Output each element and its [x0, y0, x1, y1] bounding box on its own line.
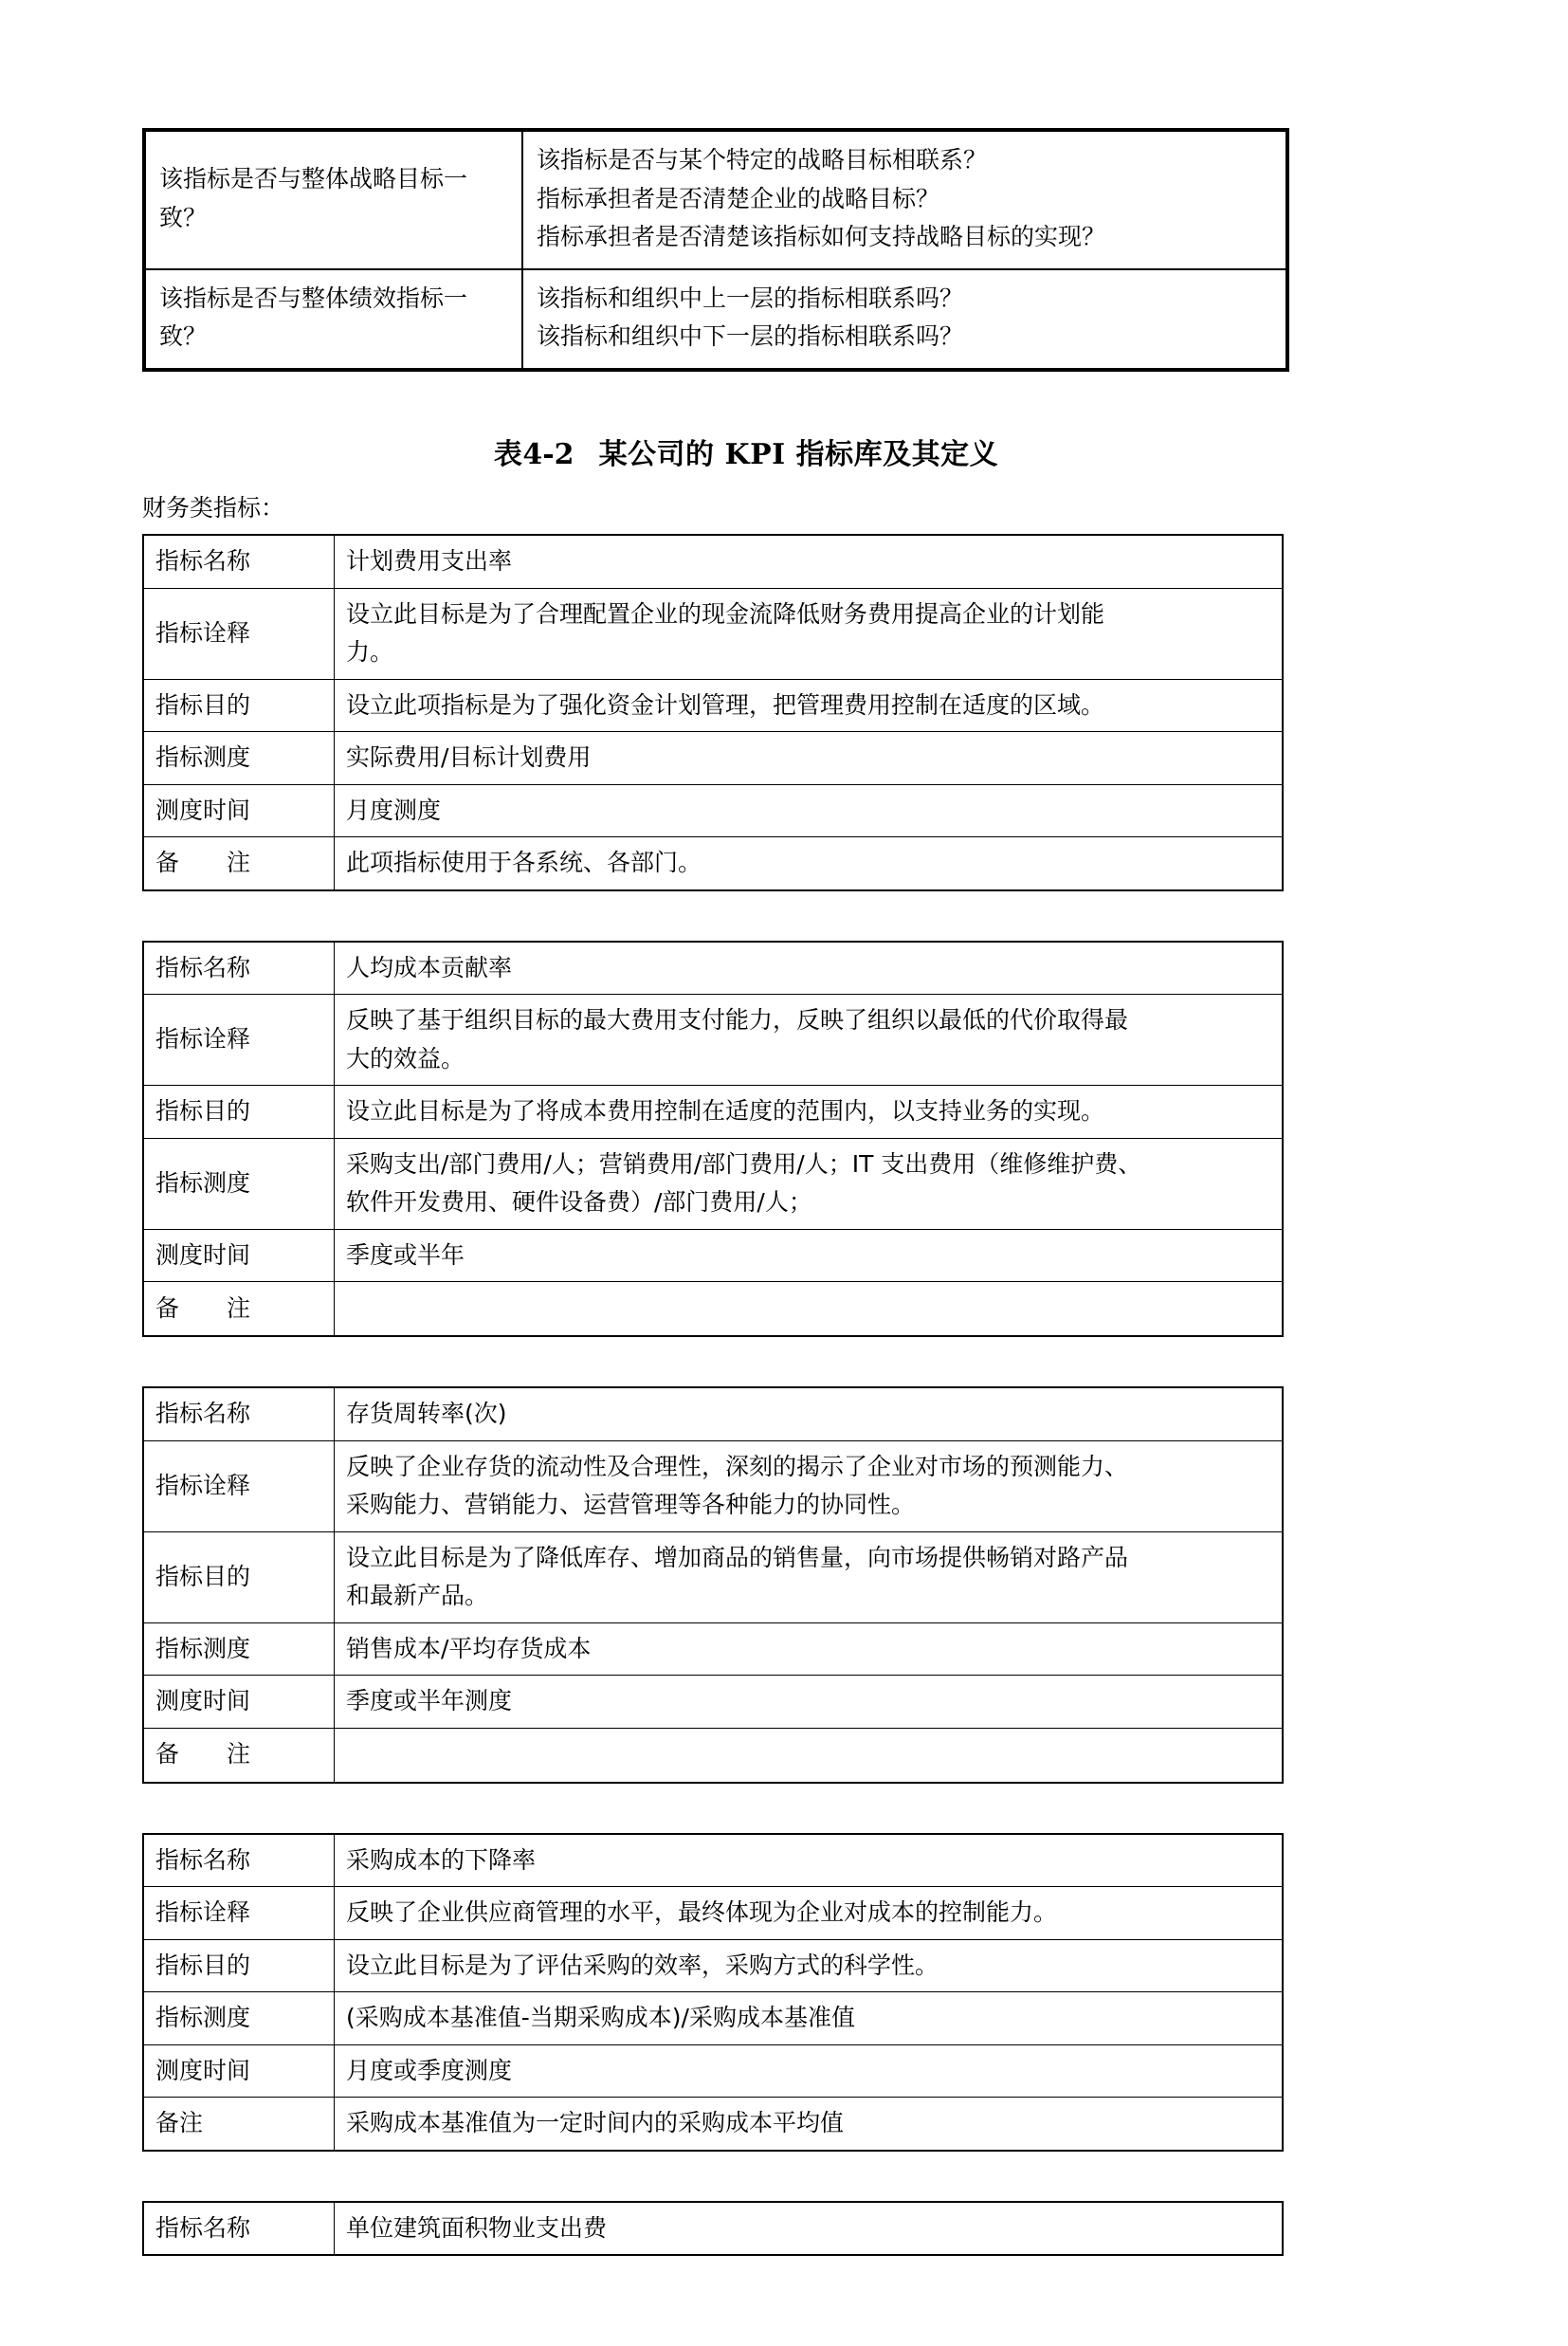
- table-row: [143, 2202, 1283, 2256]
- text-line: 设立此目标是为了降低库存、增加商品的销售量，向市场提供畅销对路产品: [346, 1543, 1129, 1571]
- kpi-interpretation-value: [335, 1887, 1284, 1940]
- kpi-name-value: 采购成本的下降率: [335, 1834, 1284, 1887]
- table-row: [143, 1229, 1283, 1282]
- row-label-remark: 备 注: [143, 1728, 335, 1783]
- criteria-checks-cell: [522, 269, 1287, 370]
- row-label-purpose: 指标目的: [143, 679, 335, 732]
- row-label-name: 指标名称: [143, 2202, 335, 2256]
- table-row: [144, 269, 1287, 370]
- table-row: [143, 1887, 1283, 1940]
- text-line: 设立此目标是为了合理配置企业的现金流降低财务费用提高企业的计划能: [346, 599, 1105, 628]
- kpi-interpretation-value: [335, 1440, 1284, 1531]
- table-row: [143, 1138, 1283, 1229]
- row-label-remark: 备 注: [143, 1282, 335, 1337]
- criteria-question-cell: [144, 130, 522, 269]
- criteria-check-line: 该指标是否与某个特定的战略目标相联系？: [537, 146, 988, 174]
- kpi-measure-value: [335, 732, 1284, 785]
- kpi-measure-time-value: [335, 784, 1284, 837]
- text-line: 季度或半年测度: [346, 1687, 513, 1714]
- table-row: [143, 995, 1283, 1086]
- text-line: 软件开发费用、硬件设备费）/部门费用/人；: [346, 1188, 812, 1216]
- table-row: [143, 588, 1283, 679]
- row-label-measure: 指标测度: [143, 732, 335, 785]
- table-row: [143, 1676, 1283, 1729]
- row-label-interpretation: 指标诠释: [143, 1887, 335, 1940]
- row-label-interpretation: 指标诠释: [143, 1440, 335, 1531]
- table-row: [143, 1834, 1283, 1887]
- text-line: (采购成本基准值-当期采购成本)/采购成本基准值: [346, 2004, 855, 2031]
- text-line: 大的效益。: [346, 1044, 465, 1072]
- row-label-name: 指标名称: [143, 1834, 335, 1887]
- kpi-purpose-value: [335, 1531, 1284, 1622]
- row-label-name: 指标名称: [143, 942, 335, 995]
- criteria-check-line: 指标承担者是否清楚企业的战略目标？: [537, 184, 940, 212]
- criteria-check-line: 该指标和组织中上一层的指标相联系吗？: [537, 284, 964, 312]
- kpi-purpose-value: [335, 1086, 1284, 1139]
- criteria-check-line: 该指标和组织中下一层的指标相联系吗？: [537, 322, 964, 350]
- kpi-measure-time-value: [335, 1229, 1284, 1282]
- row-label-remark: 备 注: [143, 837, 335, 890]
- table-row: [143, 1440, 1283, 1531]
- kpi-name-value: 人均成本贡献率: [335, 942, 1284, 995]
- row-label-interpretation: 指标诠释: [143, 995, 335, 1086]
- kpi-remark-value: [335, 1728, 1284, 1783]
- table-row: [143, 1531, 1283, 1622]
- text-line: 采购能力、营销能力、运营管理等各种能力的协同性。: [346, 1491, 916, 1518]
- table-row: [143, 1728, 1283, 1783]
- row-label-remark: 备注: [143, 2098, 335, 2151]
- text-line: 设立此目标是为了将成本费用控制在适度的范围内，以支持业务的实现。: [346, 1097, 1105, 1125]
- kpi-measure-time-value: [335, 2044, 1284, 2098]
- table-row: [143, 2044, 1283, 2098]
- table-row: [143, 1282, 1283, 1337]
- section-label: 财务类指标：: [142, 493, 285, 522]
- text-line: 反映了企业存货的流动性及合理性，深刻的揭示了企业对市场的预测能力、: [346, 1452, 1129, 1480]
- page-title: [142, 431, 1426, 472]
- row-label-purpose: 指标目的: [143, 1086, 335, 1139]
- text-line: 月度或季度测度: [346, 2056, 513, 2084]
- text-line: 和最新产品。: [346, 1582, 489, 1609]
- document-page: [0, 128, 1568, 2346]
- row-label-purpose: 指标目的: [143, 1939, 335, 1992]
- kpi-name-value: 计划费用支出率: [335, 535, 1284, 588]
- kpi-purpose-value: [335, 1939, 1284, 1992]
- text-line: 采购成本基准值为一定时间内的采购成本平均值: [346, 2109, 845, 2136]
- table-row: [143, 784, 1283, 837]
- row-label-name: 指标名称: [143, 535, 335, 588]
- kpi-table-2: [142, 941, 1284, 1338]
- table-row: [143, 942, 1283, 995]
- kpi-table-3: [142, 1386, 1284, 1784]
- kpi-measure-time-value: [335, 1676, 1284, 1729]
- text-line: 反映了企业供应商管理的水平，最终体现为企业对成本的控制能力。: [346, 1898, 1058, 1926]
- row-label-purpose: 指标目的: [143, 1531, 335, 1622]
- kpi-purpose-value: [335, 679, 1284, 732]
- kpi-remark-value: [335, 2098, 1284, 2151]
- row-label-measure: 指标测度: [143, 1622, 335, 1676]
- table-row: [143, 2098, 1283, 2151]
- kpi-name-value: 单位建筑面积物业支出费: [335, 2202, 1284, 2256]
- criteria-checks-cell: [522, 130, 1287, 269]
- criteria-check-line: 指标承担者是否清楚该指标如何支持战略目标的实现？: [537, 223, 1106, 250]
- table-row: [143, 732, 1283, 785]
- kpi-remark-value: [335, 1282, 1284, 1337]
- row-label-measure: 指标测度: [143, 1138, 335, 1229]
- kpi-table-5: [142, 2201, 1284, 2257]
- text-line: 反映了基于组织目标的最大费用支付能力，反映了组织以最低的代价取得最: [346, 1006, 1129, 1034]
- row-label-measure-time: 测度时间: [143, 2044, 335, 2098]
- criteria-question-line: 致？: [159, 322, 208, 350]
- table-row: [143, 1086, 1283, 1139]
- title-prefix: 表: [493, 437, 523, 471]
- criteria-table: [142, 128, 1289, 372]
- table-row: [143, 1622, 1283, 1676]
- text-line: 采购支出/部门费用/人；营销费用/部门费用/人；IT 支出费用（维修维护费、: [346, 1149, 1142, 1178]
- row-label-measure-time: 测度时间: [143, 784, 335, 837]
- criteria-question-line: 致？: [159, 203, 208, 231]
- text-line: 设立此目标是为了评估采购的效率，采购方式的科学性。: [346, 1951, 939, 1979]
- row-label-interpretation: 指标诠释: [143, 588, 335, 679]
- text-line: 力。: [346, 638, 394, 666]
- text-line: 季度或半年: [346, 1240, 465, 1269]
- kpi-measure-value: [335, 1992, 1284, 2045]
- criteria-question-line: 该指标是否与整体绩效指标一: [159, 284, 468, 312]
- title-text: 某公司的 KPI 指标库及其定义: [598, 437, 999, 471]
- kpi-name-value: 存货周转率(次): [335, 1387, 1284, 1440]
- kpi-measure-value: [335, 1622, 1284, 1676]
- text-line: 月度测度: [346, 796, 442, 824]
- text-line: 销售成本/平均存货成本: [346, 1634, 592, 1662]
- row-label-name: 指标名称: [143, 1387, 335, 1440]
- criteria-question-line: 该指标是否与整体战略目标一: [159, 165, 468, 193]
- table-row: [143, 679, 1283, 732]
- kpi-interpretation-value: [335, 588, 1284, 679]
- row-label-measure-time: 测度时间: [143, 1229, 335, 1282]
- table-row: [143, 1387, 1283, 1440]
- table-row: [143, 535, 1283, 588]
- kpi-table-4: [142, 1833, 1284, 2152]
- kpi-measure-value: [335, 1138, 1284, 1229]
- kpi-interpretation-value: [335, 995, 1284, 1086]
- row-label-measure: 指标测度: [143, 1992, 335, 2045]
- kpi-table-1: [142, 534, 1284, 891]
- title-number: 4-2: [522, 437, 574, 471]
- criteria-question-cell: [144, 269, 522, 370]
- text-line: 设立此项指标是为了强化资金计划管理，把管理费用控制在适度的区域。: [346, 690, 1105, 719]
- text-line: 实际费用/目标计划费用: [346, 743, 592, 771]
- text-line: 此项指标使用于各系统、各部门。: [346, 849, 702, 876]
- row-label-measure-time: 测度时间: [143, 1676, 335, 1729]
- kpi-remark-value: [335, 837, 1284, 890]
- table-row: [143, 837, 1283, 890]
- table-row: [143, 1939, 1283, 1992]
- table-row: [144, 130, 1287, 269]
- table-row: [143, 1992, 1283, 2045]
